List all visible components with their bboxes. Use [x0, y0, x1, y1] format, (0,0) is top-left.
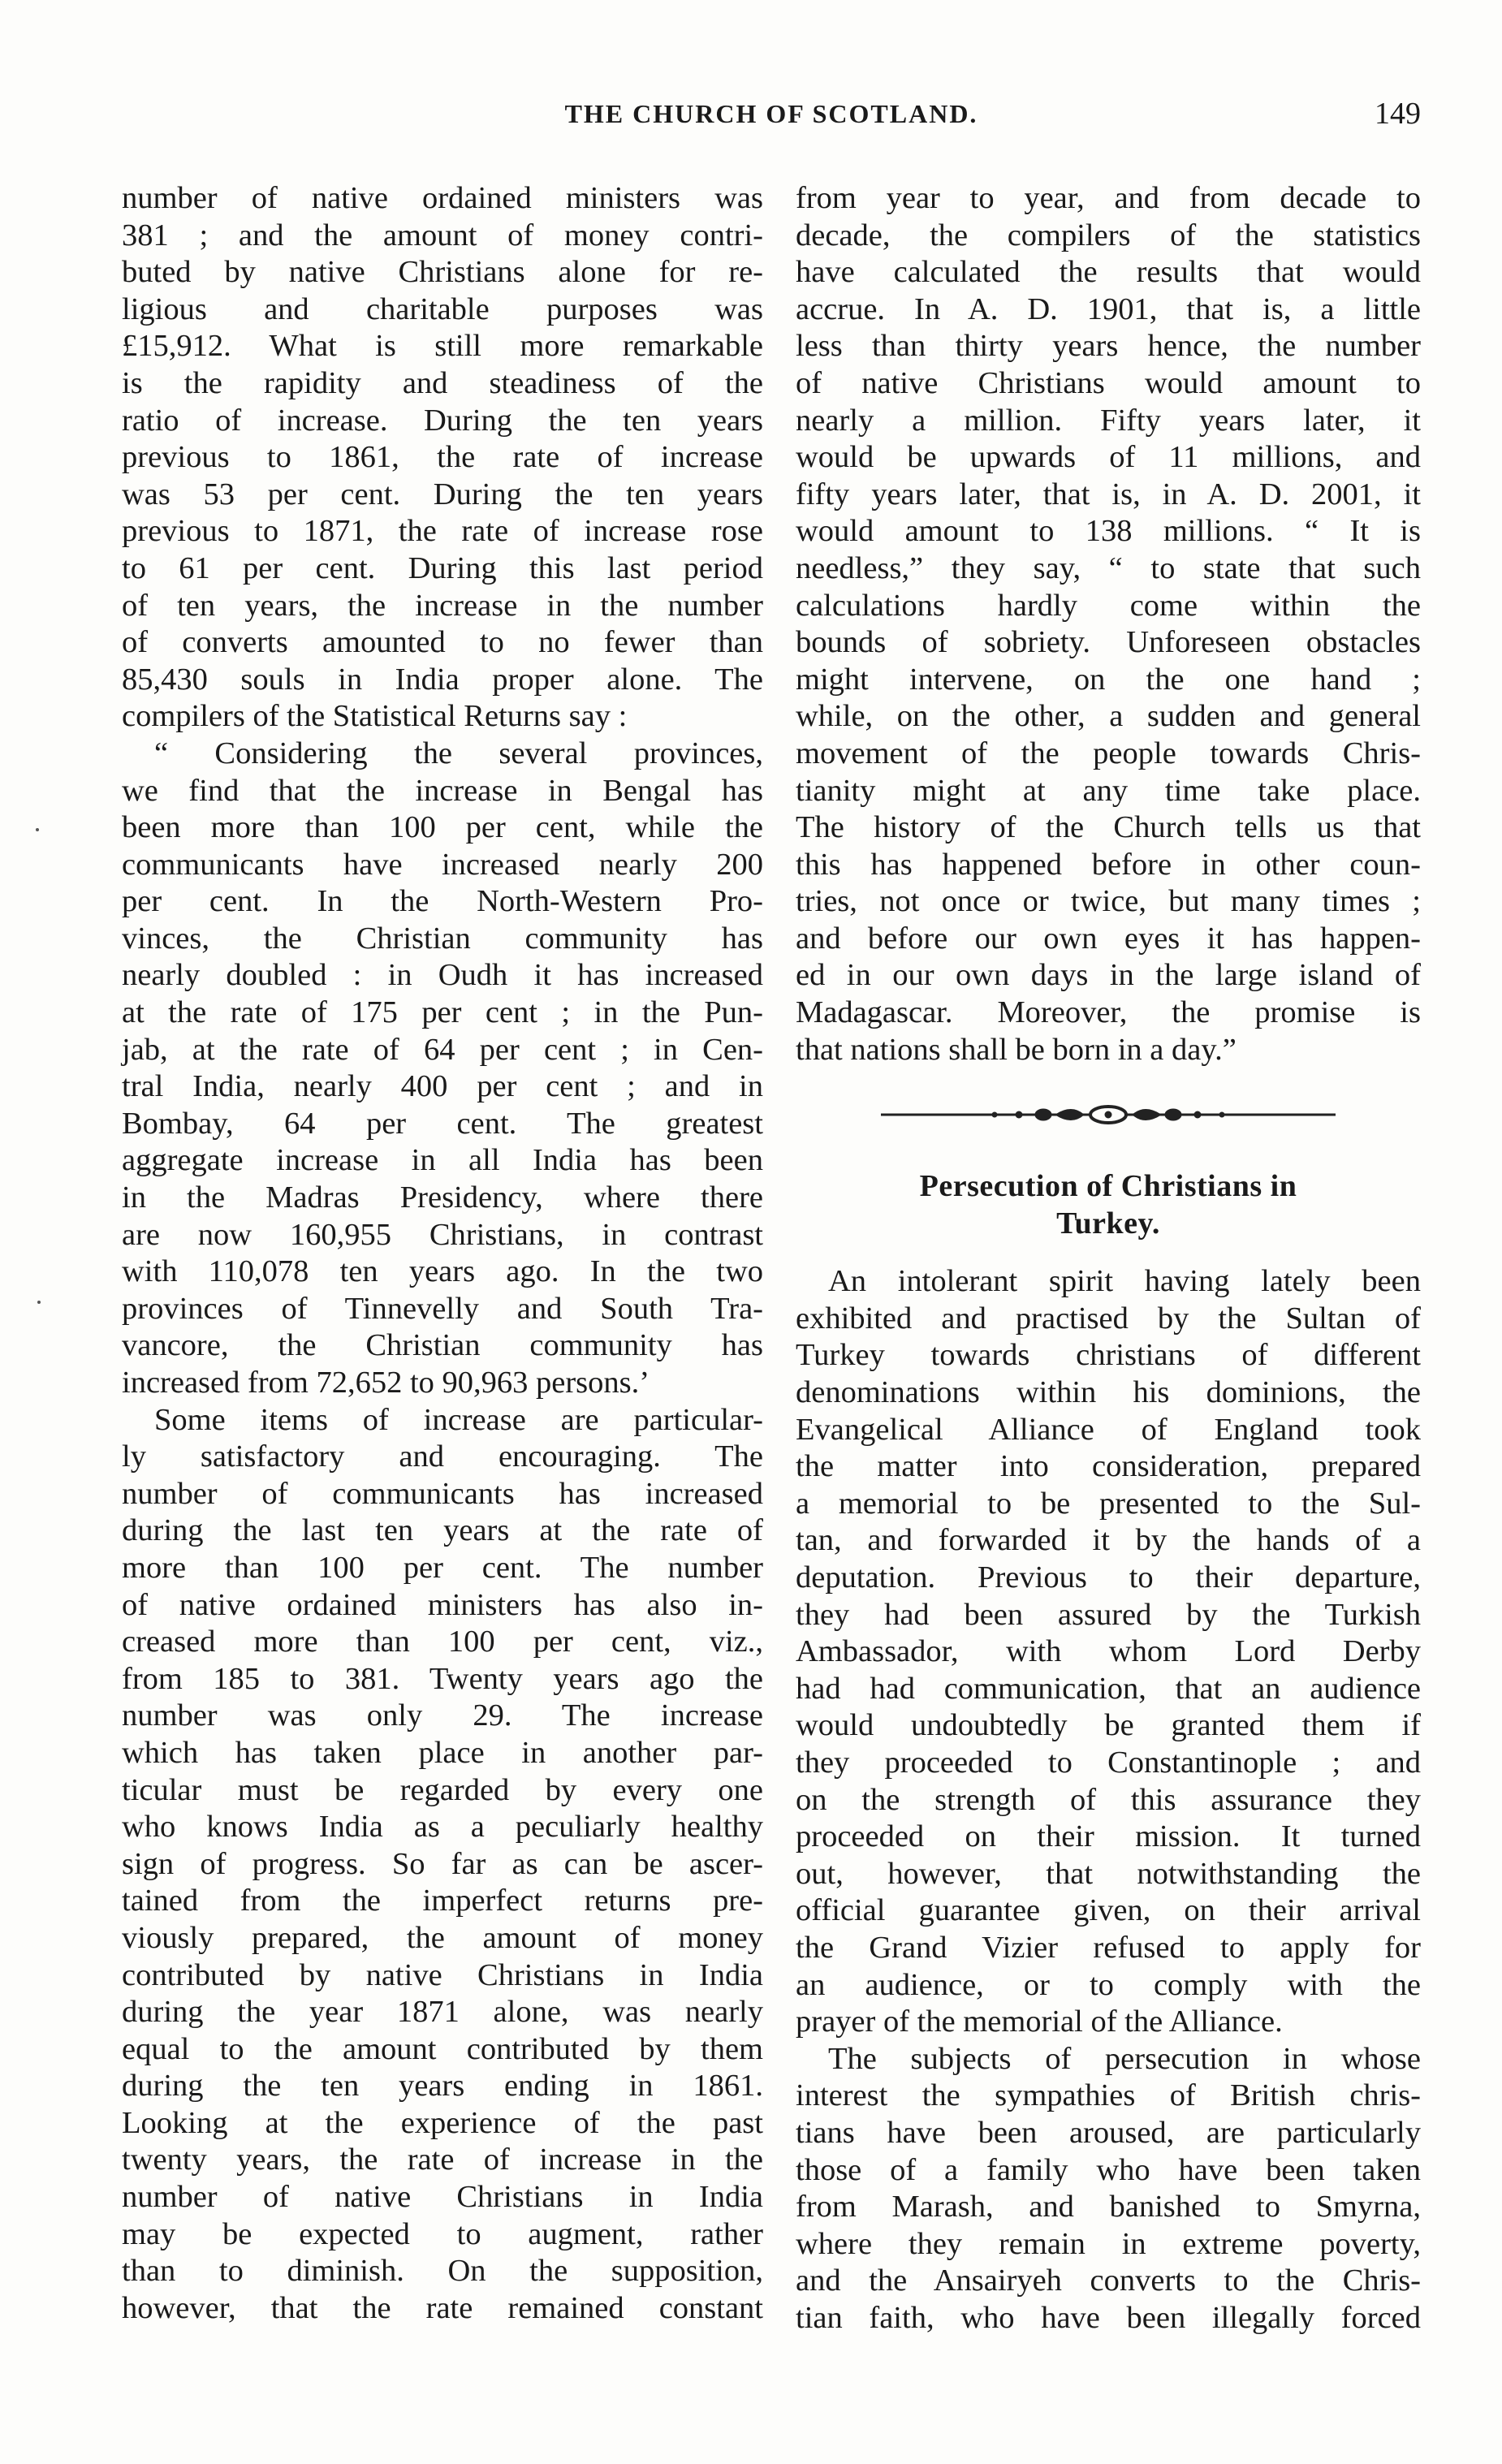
text-line: while, on the other, a sudden and general: [796, 699, 1421, 734]
text-line: tries, not once or twice, but many times ;: [796, 884, 1421, 919]
text-line: The history of the Church tells us that: [796, 810, 1421, 845]
text-line: viously prepared, the amount of money: [122, 1920, 763, 1955]
text-line: tian faith, who have been illegally forced: [796, 2300, 1421, 2335]
text-line: that nations shall be born in a day.”: [796, 1032, 1237, 1067]
text-line: calculations hardly come within the: [796, 588, 1421, 623]
section-heading: [796, 1167, 1421, 1242]
text-line: prayer of the memorial of the Alliance.: [796, 2004, 1283, 2039]
left-paragraph-1: [122, 180, 763, 736]
text-line: tan, and forwarded it by the hands of a: [796, 1523, 1421, 1558]
text-line: and the Ansairyeh converts to the Chris-: [796, 2263, 1421, 2298]
text-line: on the strength of this assurance they: [796, 1782, 1421, 1817]
text-line: An intolerant spirit having lately been: [828, 1264, 1421, 1299]
text-line: proceeded on their mission. It turned: [796, 1819, 1421, 1854]
text-line: had had communication, that an audience: [796, 1671, 1421, 1706]
text-line: creased more than 100 per cent, viz.,: [122, 1625, 763, 1659]
page-number: 149: [1375, 97, 1421, 131]
text-line: Some items of increase are particular-: [154, 1402, 763, 1437]
text-line: buted by native Christians alone for re-: [122, 255, 763, 290]
text-line: of native Christians would amount to: [796, 365, 1421, 400]
text-line: interest the sympathies of British chris-: [796, 2078, 1421, 2113]
text-line: and before our own eyes it has happen-: [796, 921, 1421, 956]
text-line: they proceeded to Constantinople ; and: [796, 1745, 1421, 1780]
text-line: might intervene, on the one hand ;: [796, 662, 1421, 697]
text-line: Ambassador, with whom Lord Derby: [796, 1634, 1421, 1669]
text-line: Turkey towards christians of different: [796, 1338, 1421, 1373]
text-line: the matter into consideration, prepared: [796, 1449, 1421, 1484]
text-line: this has happened before in other coun-: [796, 847, 1421, 882]
text-line: tained from the imperfect returns pre-: [122, 1884, 763, 1918]
text-line: number of native Christians in India: [122, 2180, 763, 2215]
right-column: [796, 180, 1421, 2337]
text-line: vancore, the Christian community has: [122, 1328, 763, 1363]
text-line: during the last ten years at the rate of: [122, 1513, 763, 1548]
text-line: out, however, that notwithstanding the: [796, 1856, 1421, 1891]
text-line: would undoubtedly be granted them if: [796, 1708, 1421, 1743]
right-paragraph-1: [796, 180, 1421, 1068]
text-line: we find that the increase in Bengal has: [122, 773, 763, 808]
text-line: equal to the amount contributed by them: [122, 2031, 763, 2066]
text-line: may be expected to augment, rather: [122, 2216, 763, 2251]
text-line: “ Considering the several provinces,: [154, 736, 763, 770]
text-line: accrue. In A. D. 1901, that is, a little: [796, 291, 1421, 326]
text-line: twenty years, the rate of increase in the: [122, 2143, 763, 2177]
text-line: less than thirty years hence, the number: [796, 329, 1421, 364]
text-line: those of a family who have been taken: [796, 2152, 1421, 2187]
text-line: where they remain in extreme poverty,: [796, 2226, 1421, 2261]
text-line: denominations within his dominions, the: [796, 1375, 1421, 1410]
text-line: sign of progress. So far as can be ascer-: [122, 1846, 763, 1881]
text-line: than to diminish. On the supposition,: [122, 2254, 763, 2289]
text-line: exhibited and practised by the Sultan of: [796, 1301, 1421, 1336]
text-line: to 61 per cent. During this last period: [122, 550, 763, 585]
text-line: tians have been aroused, are particularly: [796, 2115, 1421, 2150]
text-line: 381 ; and the amount of money contri-: [122, 218, 763, 252]
text-line: 85,430 souls in India proper alone. The: [122, 662, 763, 697]
section-heading-line-2: Turkey.: [1056, 1206, 1160, 1241]
right-paragraph-3: [796, 2041, 1421, 2337]
text-line: deputation. Previous to their departure,: [796, 1560, 1421, 1594]
text-line: from 185 to 381. Twenty years ago the: [122, 1661, 763, 1696]
text-line: number was only 29. The increase: [122, 1698, 763, 1733]
text-line: per cent. In the North-Western Pro-: [122, 884, 763, 919]
text-line: from Marash, and banished to Smyrna,: [796, 2190, 1421, 2225]
text-line: would be upwards of 11 millions, and: [796, 440, 1421, 475]
text-line: Looking at the experience of the past: [122, 2105, 763, 2140]
text-line: aggregate increase in all India has been: [122, 1143, 763, 1178]
text-line: of native ordained ministers has also in-: [122, 1587, 763, 1622]
text-line: decade, the compilers of the statistics: [796, 218, 1421, 252]
running-head: [122, 91, 1421, 140]
text-line: The subjects of persecution in whose: [828, 2041, 1421, 2076]
text-line: jab, at the rate of 64 per cent ; in Cen-: [122, 1032, 763, 1067]
margin-speck: [36, 828, 39, 831]
text-line: are now 160,955 Christians, in contrast: [122, 1217, 763, 1252]
text-line: with 110,078 ten years ago. In the two: [122, 1254, 763, 1289]
text-line: ligious and charitable purposes was: [122, 291, 763, 326]
text-line: which has taken place in another par-: [122, 1735, 763, 1770]
text-line: previous to 1861, the rate of increase: [122, 440, 763, 475]
text-line: compilers of the Statistical Returns say :: [122, 699, 628, 734]
text-line: tianity might at any time take place.: [796, 773, 1421, 808]
running-title: THE CHURCH OF SCOTLAND.: [564, 99, 978, 128]
text-line: have calculated the results that would: [796, 255, 1421, 290]
right-paragraph-2: [796, 1263, 1421, 2040]
text-line: during the year 1871 alone, was nearly: [122, 1995, 763, 2030]
text-line: ratio of increase. During the ten years: [122, 403, 763, 438]
left-paragraph-2: [122, 1402, 763, 2328]
text-line: contributed by native Christians in India: [122, 1957, 763, 1992]
left-column: [122, 180, 763, 2327]
left-quote-paragraph: [122, 736, 763, 1402]
text-line: an audience, or to comply with the: [796, 1967, 1421, 2002]
text-line: was 53 per cent. During the ten years: [122, 477, 763, 511]
text-line: number of native ordained ministers was: [122, 181, 763, 215]
text-line: Madagascar. Moreover, the promise is: [796, 995, 1421, 1030]
text-line: a memorial to be presented to the Sul-: [796, 1486, 1421, 1521]
text-line: more than 100 per cent. The number: [122, 1550, 763, 1585]
text-line: the Grand Vizier refused to apply for: [796, 1930, 1421, 1965]
text-line: vinces, the Christian community has: [122, 921, 763, 956]
text-line: who knows India as a peculiarly healthy: [122, 1810, 763, 1845]
text-line: however, that the rate remained constant: [122, 2290, 763, 2325]
text-line: at the rate of 175 per cent ; in the Pun-: [122, 995, 763, 1030]
margin-speck: [37, 1301, 41, 1304]
text-line: nearly a million. Fifty years later, it: [796, 403, 1421, 438]
text-line: tral India, nearly 400 per cent ; and in: [122, 1069, 763, 1104]
text-line: Bombay, 64 per cent. The greatest: [122, 1106, 763, 1141]
text-line: provinces of Tinnevelly and South Tra-: [122, 1291, 763, 1326]
text-line: during the ten years ending in 1861.: [122, 2069, 763, 2104]
section-divider-ornament: [881, 1104, 1336, 1125]
text-line: been more than 100 per cent, while the: [122, 810, 763, 845]
text-line: number of communicants has increased: [122, 1476, 763, 1511]
text-line: movement of the people towards Chris-: [796, 736, 1421, 770]
text-line: is the rapidity and steadiness of the: [122, 365, 763, 400]
text-line: in the Madras Presidency, where there: [122, 1180, 763, 1215]
text-line: increased from 72,652 to 90,963 persons.’: [122, 1366, 650, 1400]
text-line: previous to 1871, the rate of increase rose: [122, 514, 763, 549]
text-line: nearly doubled : in Oudh it has increased: [122, 958, 763, 993]
text-line: of ten years, the increase in the number: [122, 588, 763, 623]
text-line: communicants have increased nearly 200: [122, 847, 763, 882]
text-line: needless,” they say, “ to state that such: [796, 550, 1421, 585]
text-line: of converts amounted to no fewer than: [122, 625, 763, 660]
text-line: bounds of sobriety. Unforeseen obstacles: [796, 625, 1421, 660]
text-line: ly satisfactory and encouraging. The: [122, 1439, 763, 1474]
text-line: £15,912. What is still more remarkable: [122, 329, 763, 364]
text-line: ed in our own days in the large island of: [796, 958, 1421, 993]
text-line: ticular must be regarded by every one: [122, 1772, 763, 1807]
text-line: fifty years later, that is, in A. D. 2001, it: [796, 477, 1421, 511]
text-line: from year to year, and from decade to: [796, 181, 1421, 215]
text-line: official guarantee given, on their arrival: [796, 1893, 1421, 1928]
text-line: would amount to 138 millions. “ It is: [796, 514, 1421, 549]
text-line: Evangelical Alliance of England took: [796, 1412, 1421, 1447]
text-line: they had been assured by the Turkish: [796, 1597, 1421, 1632]
section-heading-line-1: Persecution of Christians in: [919, 1169, 1297, 1204]
